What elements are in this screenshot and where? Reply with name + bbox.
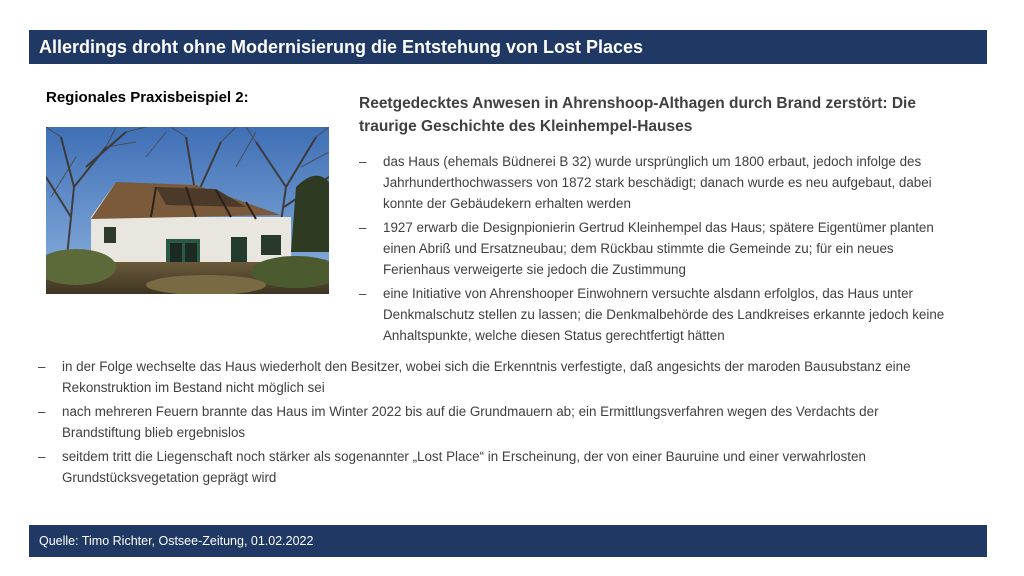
dash-marker: – <box>38 404 46 419</box>
list-item <box>359 283 959 346</box>
example-subtitle: Regionales Praxisbeispiel 2: <box>46 89 249 106</box>
list-item <box>38 401 958 443</box>
article-heading: Reetgedecktes Anwesen in Ahrenshoop-Althagen durch Brand zerstört: Die traurige Geschichte des Kleinhempel-Hauses <box>359 95 916 135</box>
list-item <box>359 217 959 280</box>
list-item <box>38 446 958 488</box>
source-footer: Quelle: Timo Richter, Ostsee-Zeitung, 01.02.2022 <box>29 525 987 557</box>
bullet-text: seitdem tritt die Liegenschaft noch stärker als sogenannter „Lost Place“ in Erscheinung, der von einer Bauruine und einer verwahrlosten Grundstücksvegetation geprägt wird <box>62 449 866 485</box>
bullet-text: nach mehreren Feuern brannte das Haus im Winter 2022 bis auf die Grundmauern ab; ein Ermittlungsverfahren wegen des Verdachts der Brandstiftung blieb ergebnislos <box>62 404 879 440</box>
list-item <box>38 356 958 398</box>
dash-marker: – <box>38 449 46 464</box>
dash-marker: – <box>38 359 46 374</box>
full-width-bullet-list <box>38 356 958 491</box>
dash-marker: – <box>359 220 367 235</box>
bullet-text: eine Initiative von Ahrenshooper Einwohnern versuchte alsdann erfolglos, das Haus unter Denkmalschutz stellen zu lassen; die Denkmalbehörde des Landkreises erkannte jedoch keine Anhaltspunkte, welche diesen Status gerechtfertigt hätten <box>383 286 945 343</box>
burned-house-photo <box>46 127 329 294</box>
bullet-text: 1927 erwarb die Designpionierin Gertrud Kleinhempel das Haus; spätere Eigentümer planten einen Abriß und Ersatzneubau; dem Rückbau stimmte die Gemeinde zu; für ein neues Ferienhaus verweigerte sie jedoch die Zustimmung <box>383 220 934 277</box>
list-item <box>359 151 959 214</box>
bullet-text: das Haus (ehemals Büdnerei B 32) wurde ursprünglich um 1800 erbaut, jedoch infolge des Jahrhunderthochwassers von 1872 stark beschädigt; danach wurde es neu aufgebaut, dabei konnte der Gebäudekern erhalten werden <box>383 154 932 211</box>
bullet-text: in der Folge wechselte das Haus wiederholt den Besitzer, wobei sich die Erkenntnis verfestigte, daß angesichts der maroden Bausubstanz eine Rekonstruktion im Bestand nicht möglich sei <box>62 359 911 395</box>
right-bullet-list <box>359 151 959 349</box>
slide-title: Allerdings droht ohne Modernisierung die Entstehung von Lost Places <box>29 30 987 64</box>
dash-marker: – <box>359 286 367 301</box>
dash-marker: – <box>359 154 367 169</box>
